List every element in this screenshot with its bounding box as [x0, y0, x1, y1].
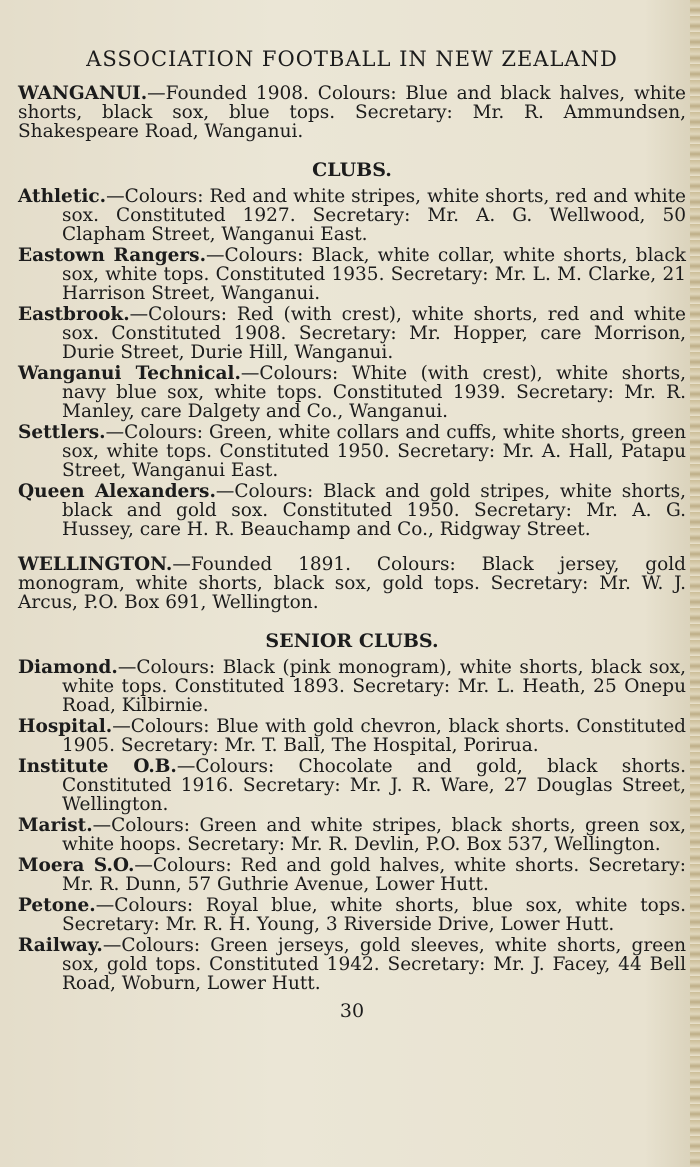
wanganui-association: [18, 84, 686, 141]
running-head: ASSOCIATION FOOTBALL IN NEW ZEALAND: [86, 47, 618, 71]
club-text: —Colours: Blue with gold chevron, black shorts. Constituted 1905. Secretary: Mr. T. Ball, The Hospital, Porirua.: [62, 716, 686, 756]
page-number: 30: [339, 1000, 365, 1022]
club-name: Wanganui Technical.: [18, 363, 241, 384]
club-text: —Colours: Black, white collar, white shorts, black sox, white tops. Constituted 1935. Secretary: Mr. L. M. Clarke, 21 Harrison Street, Wanganui.: [62, 245, 686, 304]
senior-club-entry: [18, 816, 686, 854]
senior-club-entry: [18, 658, 686, 715]
club-name: Petone.: [18, 895, 96, 916]
club-name: Hospital.: [18, 716, 113, 737]
page-content: [18, 44, 686, 1023]
club-name: Railway.: [18, 935, 103, 956]
club-entry: [18, 482, 686, 539]
club-name: Diamond.: [18, 657, 118, 678]
club-name: Eastbrook.: [18, 304, 130, 325]
senior-club-entry: [18, 896, 686, 934]
club-name: Moera S.O.: [18, 855, 135, 876]
club-name: Institute O.B.: [18, 756, 177, 777]
page-edge: [690, 0, 700, 1167]
spacer: [18, 541, 686, 555]
club-entry: [18, 187, 686, 244]
club-text: —Colours: Green and white stripes, black shorts, green sox, white hoops. Secretary: Mr. R. Devlin, P.O. Box 537, Wellington.: [62, 815, 686, 855]
clubs-heading: CLUBS.: [312, 159, 392, 181]
club-text: —Colours: Royal blue, white shorts, blue sox, white tops. Secretary: Mr. R. H. Young, 3 Riverside Drive, Lower Hutt.: [62, 895, 686, 935]
club-entry: [18, 246, 686, 303]
club-text: —Colours: Red and gold halves, white shorts. Secretary: Mr. R. Dunn, 57 Guthrie Avenue, Lower Hutt.: [62, 855, 686, 895]
club-text: —Colours: White (with crest), white shorts, navy blue sox, white tops. Constituted 1939. Secretary: Mr. R. Manley, care Dalgety and Co., Wanganui.: [62, 363, 686, 422]
senior-club-entry: [18, 717, 686, 755]
club-name: Athletic.: [18, 186, 107, 207]
association-text: —Founded 1891. Colours: Black jersey, gold monogram, white shorts, black sox, gold tops. Secretary: Mr. W. J. Arcus, P.O. Box 691, Wellington.: [18, 554, 686, 613]
club-entry: [18, 423, 686, 480]
senior-club-entry: [18, 856, 686, 894]
senior-club-entry: [18, 757, 686, 814]
club-text: —Colours: Chocolate and gold, black shorts. Constituted 1916. Secretary: Mr. J. R. Ware, 27 Douglas Street, Wellington.: [62, 756, 686, 815]
club-text: —Colours: Green, white collars and cuffs, white shorts, green sox, white tops. Constituted 1950. Secretary: Mr. A. Hall, Patapu Street, Wanganui East.: [62, 422, 686, 481]
association-name: WANGANUI.: [18, 83, 148, 104]
club-text: —Colours: Red and white stripes, white shorts, red and white sox. Constituted 1927. Secretary: Mr. A. G. Wellwood, 50 Clapham Street, Wanganui East.: [62, 186, 686, 245]
club-name: Queen Alexanders.: [18, 481, 216, 502]
senior-club-entry: [18, 936, 686, 993]
club-text: —Colours: Green jerseys, gold sleeves, white shorts, green sox, gold tops. Constituted 1942. Secretary: Mr. J. Facey, 44 Bell Road, Woburn, Lower Hutt.: [62, 935, 686, 994]
club-name: Eastown Rangers.: [18, 245, 207, 266]
senior-clubs-heading: SENIOR CLUBS.: [265, 630, 439, 652]
association-text: —Founded 1908. Colours: Blue and black halves, white shorts, black sox, blue tops. Secretary: Mr. R. Ammundsen, Shakespeare Road, Wanganui.: [18, 83, 686, 142]
club-entry: [18, 364, 686, 421]
wellington-association: [18, 555, 686, 612]
club-text: —Colours: Black and gold stripes, white shorts, black and gold sox. Constituted 1950. Secretary: Mr. A. G. Hussey, care H. R. Beauchamp and Co., Ridgway Street.: [62, 481, 686, 540]
club-name: Settlers.: [18, 422, 106, 443]
association-name: WELLINGTON.: [18, 554, 173, 575]
club-entry: [18, 305, 686, 362]
club-text: —Colours: Red (with crest), white shorts, red and white sox. Constituted 1908. Secretary: Mr. Hopper, care Morrison, Durie Street, Durie Hill, Wanganui.: [62, 304, 686, 363]
club-text: —Colours: Black (pink monogram), white shorts, black sox, white tops. Constituted 1893. Secretary: Mr. L. Heath, 25 Onepu Road, Kilbirnie.: [62, 657, 686, 716]
club-name: Marist.: [18, 815, 93, 836]
